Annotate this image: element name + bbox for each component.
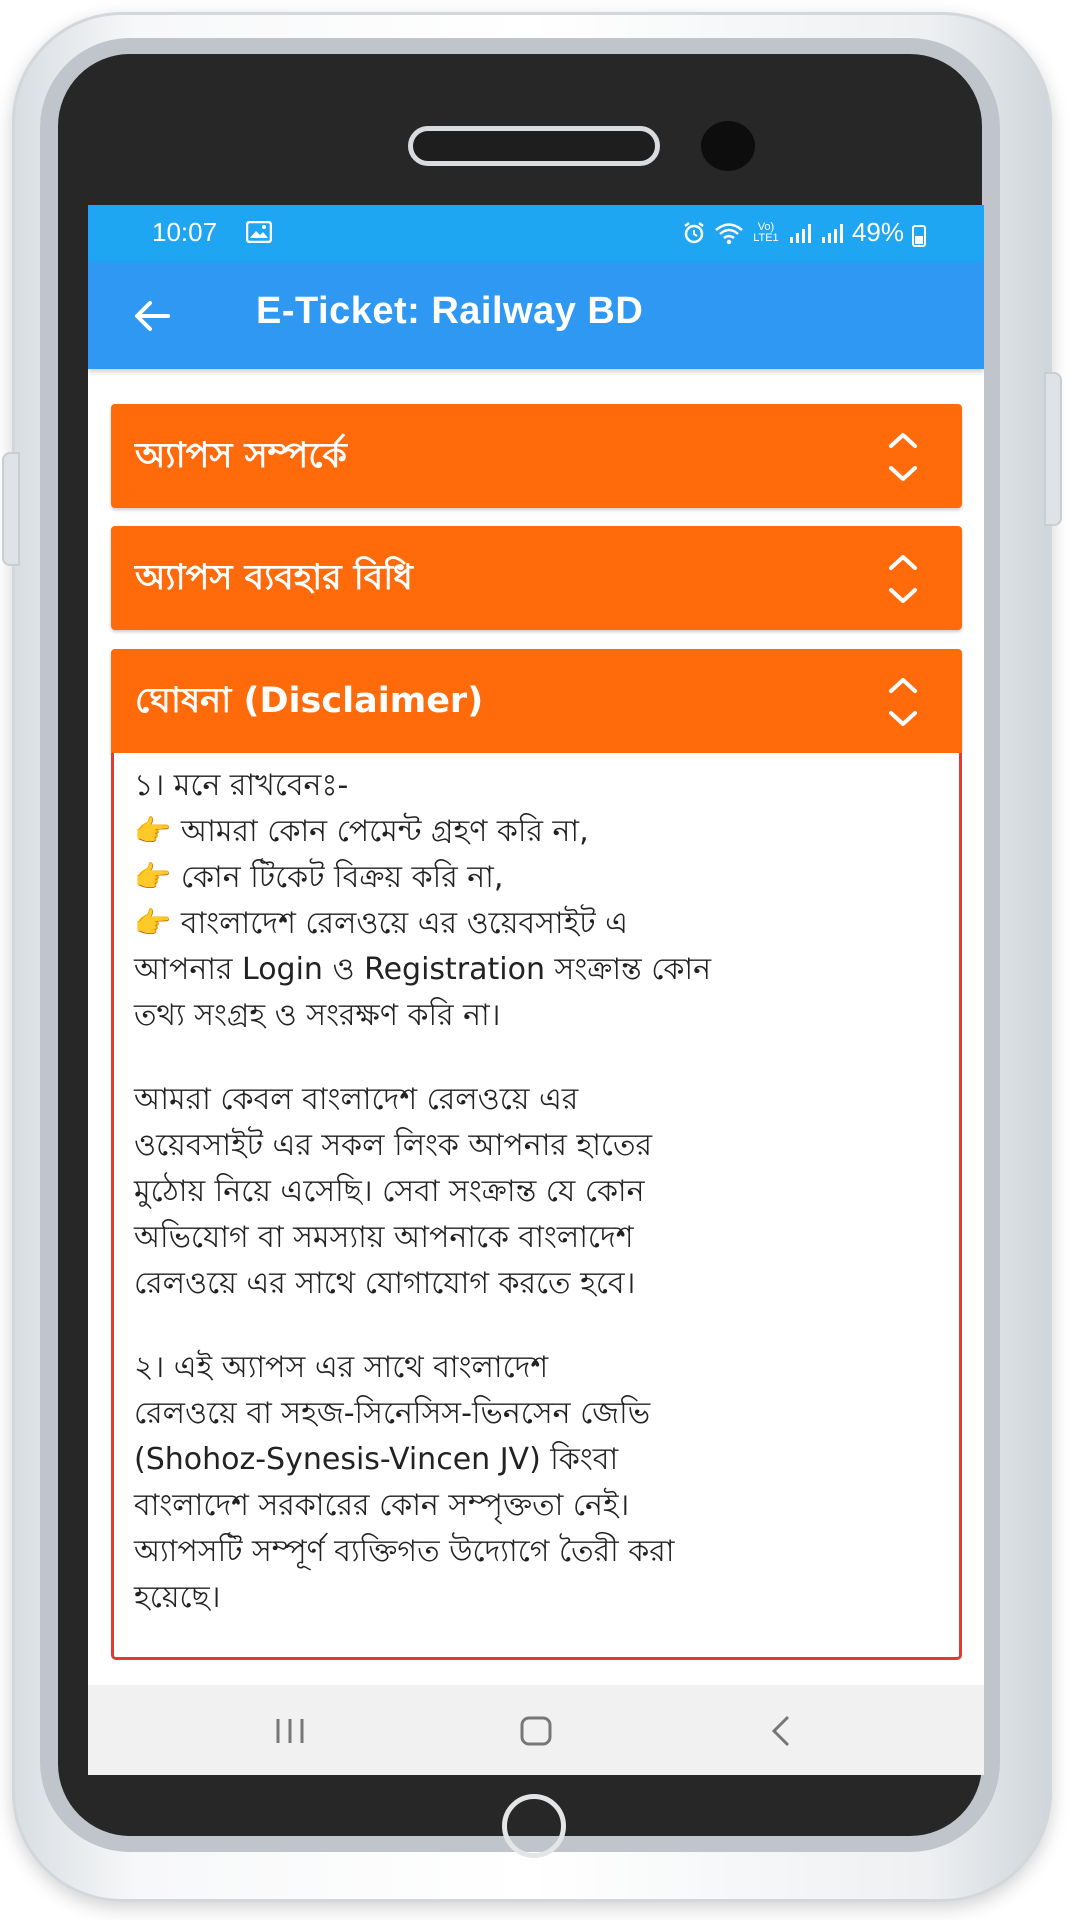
volume-button	[2, 452, 20, 566]
content-area	[88, 369, 984, 1615]
disclaimer-line: (Shohoz-Synesis-Vincen JV) কিংবা	[134, 1442, 619, 1477]
app-bar	[88, 262, 984, 369]
disclaimer-line: ওয়েবসাইট এর সকল লিংক আপনার হাতের	[134, 1128, 652, 1163]
status-time: 10:07	[152, 217, 218, 247]
disclaimer-line: বাংলাদেশ সরকারের কোন সম্পৃক্ততা নেই।	[134, 1488, 630, 1523]
system-nav-bar	[88, 1685, 984, 1775]
battery-percent: 49%	[851, 217, 904, 247]
signal-icon-2	[820, 222, 844, 244]
app-title: E-Ticket: Railway BD	[256, 290, 644, 332]
front-camera	[701, 121, 755, 171]
chevron-up-down-icon	[886, 675, 920, 729]
disclaimer-line: ১। মনে রাখবেনঃ-	[134, 768, 349, 803]
wifi-icon	[714, 221, 744, 245]
power-button	[1044, 372, 1062, 526]
back-chevron-icon[interactable]	[752, 1709, 812, 1753]
signal-icon-1	[788, 222, 812, 244]
hardware-home-button[interactable]	[502, 1794, 566, 1858]
chevron-up-down-icon	[886, 552, 920, 606]
home-icon[interactable]	[506, 1709, 566, 1753]
status-bar	[88, 205, 984, 262]
arrow-left-icon[interactable]	[128, 292, 176, 340]
disclaimer-line: হয়েছে।	[134, 1580, 221, 1615]
disclaimer-line: মুঠোয় নিয়ে এসেছি। সেবা সংক্রান্ত যে কোন	[134, 1174, 645, 1209]
disclaimer-line: 👉 বাংলাদেশ রেলওয়ে এর ওয়েবসাইট এ	[134, 906, 628, 941]
disclaimer-line: অ্যাপসটি সম্পূর্ণ ব্যক্তিগত উদ্যোগে তৈরী করা	[134, 1534, 675, 1569]
paragraph-gap	[134, 1307, 934, 1345]
accordion-title: অ্যাপস ব্যবহার বিধি	[135, 558, 413, 598]
disclaimer-line: 👉 আমরা কোন পেমেন্ট গ্রহণ করি না,	[134, 814, 589, 849]
disclaimer-line: আপনার Login ও Registration সংক্রান্ত কোন	[134, 952, 712, 987]
battery-icon	[912, 225, 926, 247]
recents-icon[interactable]	[260, 1709, 320, 1753]
accordion-usage-rules[interactable]	[111, 526, 962, 630]
accordion-about-apps[interactable]	[111, 404, 962, 508]
accordion-title: অ্যাপস সম্পর্কে	[135, 436, 347, 476]
speaker-grille	[408, 126, 660, 166]
disclaimer-line: 👉 কোন টিকেট বিক্রয় করি না,	[134, 860, 504, 895]
disclaimer-line: রেলওয়ে বা সহজ-সিনেসিস-ভিনসেন জেভি	[134, 1396, 651, 1431]
alarm-icon	[682, 221, 706, 245]
disclaimer-line: তথ্য সংগ্রহ ও সংরক্ষণ করি না।	[134, 998, 501, 1033]
disclaimer-body	[111, 753, 962, 1660]
disclaimer-line: ২। এই অ্যাপস এর সাথে বাংলাদেশ	[134, 1350, 549, 1385]
accordion-title: ঘোষনা (Disclaimer)	[135, 681, 484, 721]
app-screen	[88, 205, 984, 1775]
chevron-up-down-icon	[886, 430, 920, 484]
disclaimer-line: অভিযোগ বা সমস্যায় আপনাকে বাংলাদেশ	[134, 1220, 634, 1255]
disclaimer-line: রেলওয়ে এর সাথে যোগাযোগ করতে হবে।	[134, 1266, 636, 1301]
gallery-notification-icon	[246, 221, 272, 243]
volte-label: Vo) LTE1	[753, 220, 779, 244]
accordion-disclaimer[interactable]	[111, 649, 962, 753]
disclaimer-text	[134, 763, 934, 1621]
disclaimer-line: আমরা কেবল বাংলাদেশ রেলওয়ে এর	[134, 1082, 579, 1117]
status-icons	[682, 217, 926, 248]
paragraph-gap	[134, 1039, 934, 1077]
